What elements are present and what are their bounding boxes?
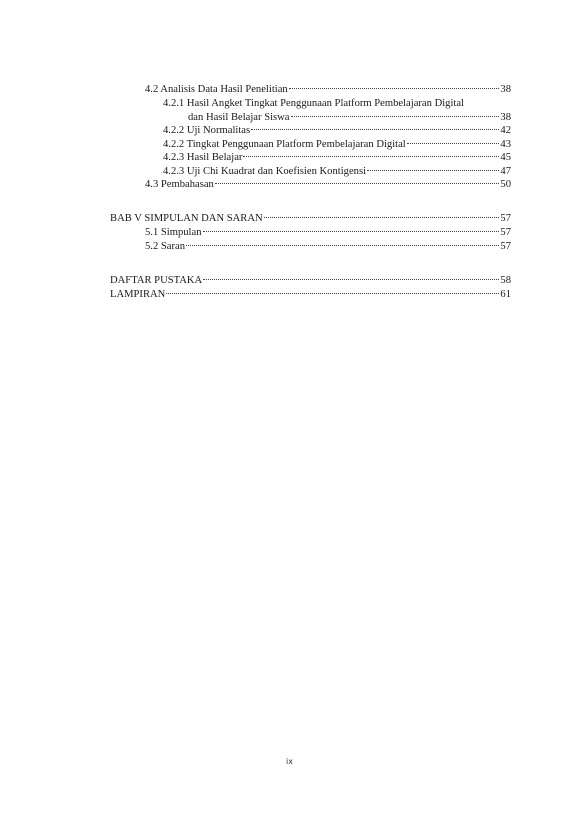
- toc-entry-title: 4.2 Analisis Data Hasil Penelitian: [145, 84, 288, 95]
- toc-entry-page: 43: [500, 139, 511, 150]
- toc-entry-page: 57: [500, 241, 511, 252]
- dot-leader: [289, 88, 500, 89]
- toc-entry: [163, 151, 511, 164]
- dot-leader: [243, 156, 499, 157]
- toc-entry: [188, 111, 511, 124]
- toc-entry-title: 4.2.2 Tingkat Penggunaan Platform Pembelajaran Digital: [163, 139, 406, 150]
- toc-entry-title: 4.2.3 Uji Chi Kuadrat dan Koefisien Kontigensi: [163, 166, 367, 177]
- dot-leader: [367, 170, 499, 171]
- toc-entry-title: 4.2.1 Hasil Angket Tingkat Penggunaan Platform Pembelajaran Digital: [163, 98, 465, 109]
- toc-entry-title: DAFTAR PUSTAKA: [110, 275, 203, 286]
- dot-leader: [407, 143, 500, 144]
- toc-entry: [110, 288, 511, 301]
- toc-entry-title: 4.2.3 Hasil Belajar: [163, 152, 243, 163]
- toc-entry-title: 4.2.2 Uji Normalitas: [163, 125, 251, 136]
- toc-entry-title: 5.2 Saran: [145, 241, 186, 252]
- toc-entry-page: 57: [500, 227, 511, 238]
- dot-leader: [251, 129, 499, 130]
- toc-entry: [145, 178, 511, 191]
- toc-entry: [163, 97, 511, 110]
- toc-entry: [163, 165, 511, 178]
- toc-entry-page: 45: [500, 152, 511, 163]
- toc-entry-page: 38: [500, 112, 511, 123]
- dot-leader: [203, 279, 499, 280]
- toc-entry-page: 61: [500, 289, 511, 300]
- toc-entry: [145, 240, 511, 253]
- dot-leader: [215, 183, 500, 184]
- page-number: ix: [286, 757, 293, 766]
- toc-entry: [163, 124, 511, 137]
- toc-entry: [145, 226, 511, 239]
- toc-entry-page: 42: [500, 125, 511, 136]
- dot-leader: [264, 217, 500, 218]
- toc-entry: [110, 274, 511, 287]
- toc-entry-title: dan Hasil Belajar Siswa: [188, 112, 290, 123]
- toc-entry: [110, 212, 511, 225]
- dot-leader: [203, 231, 500, 232]
- dot-leader: [291, 116, 500, 117]
- toc-entry-page: 38: [500, 84, 511, 95]
- dot-leader: [186, 245, 499, 246]
- toc-entry-title: LAMPIRAN: [110, 289, 166, 300]
- toc-entry: [145, 83, 511, 96]
- toc-entry-page: 58: [500, 275, 511, 286]
- dot-leader: [166, 293, 499, 294]
- toc-entry: [163, 138, 511, 151]
- toc-entry-page: 47: [500, 166, 511, 177]
- toc-entry-title: 5.1 Simpulan: [145, 227, 202, 238]
- toc-entry-page: 50: [500, 179, 511, 190]
- toc-entry-page: 57: [500, 213, 511, 224]
- toc-entry-title: BAB V SIMPULAN DAN SARAN: [110, 213, 263, 224]
- toc-entry-title: 4.3 Pembahasan: [145, 179, 214, 190]
